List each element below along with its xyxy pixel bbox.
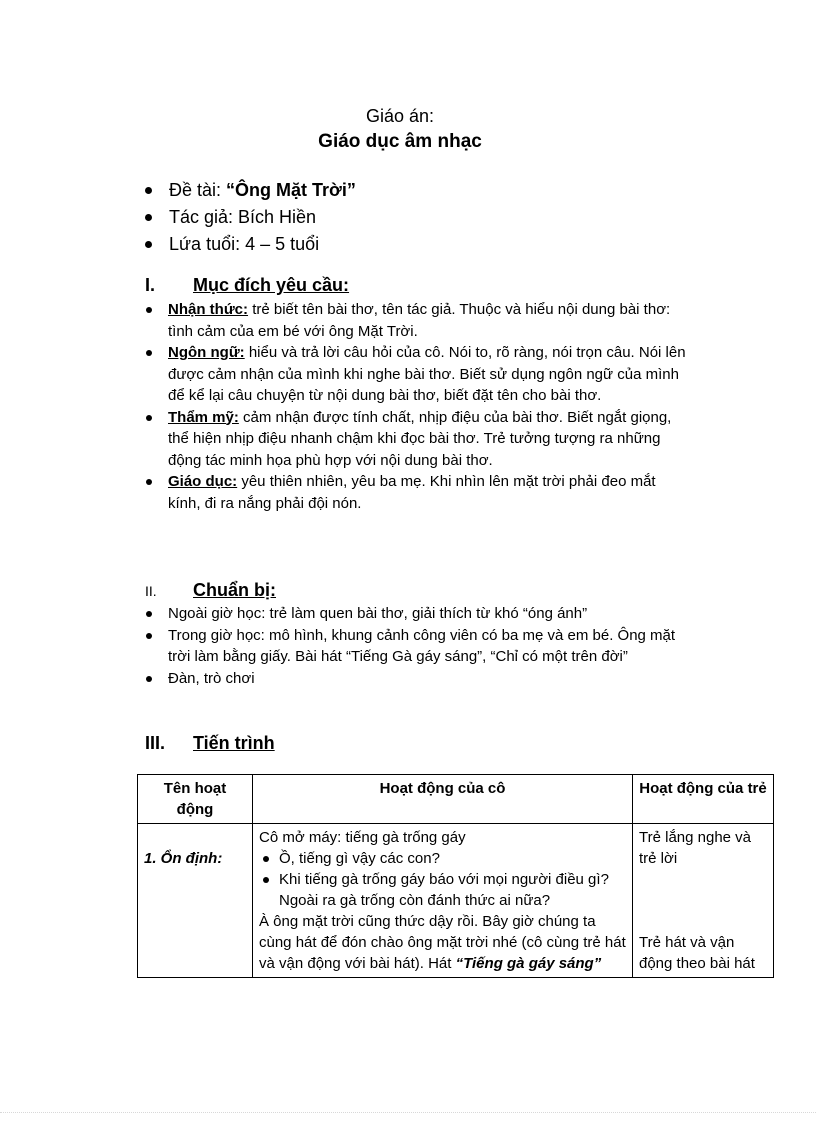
teacher-question: Ồ, tiếng gì vậy các con? <box>259 848 626 869</box>
table-row <box>138 824 774 978</box>
info-age-value: 4 – 5 tuổi <box>245 234 320 254</box>
info-topic-value: “Ông Mặt Trời” <box>226 180 356 200</box>
objective-item <box>145 342 690 407</box>
header-teacher-activity: Hoạt động của cô <box>253 775 633 824</box>
child-activity-2: Trẻ hát và vận động theo bài hát <box>639 934 755 972</box>
objective-text: hiểu và trả lời câu hỏi của cô. Nói to, rõ ràng, nói trọn câu. Nói lên được cảm nhận của mình khi nghe bài thơ. Biết sử dụng ngôn ngữ của mình để kể lại câu chuyện từ nội dung bài thơ, biết đặt tên cho bài thơ. <box>168 344 686 404</box>
section-heading-process <box>145 733 275 754</box>
objective-text: yêu thiên nhiên, yêu ba mẹ. Khi nhìn lên mặt trời phải đeo mắt kính, đi ra nắng phải đội nón. <box>168 473 656 512</box>
section-title: Tiến trình <box>193 733 275 753</box>
preparation-item: Đàn, trò chơi <box>145 668 690 690</box>
teacher-question: Khi tiếng gà trống gáy báo với mọi người điều gì? Ngoài ra gà trống còn đánh thức ai nữa? <box>259 869 626 911</box>
objective-item <box>145 407 690 472</box>
teacher-intro: Cô mở máy: tiếng gà trống gáy <box>259 829 466 846</box>
teacher-activity-cell <box>253 824 633 978</box>
section-number: III. <box>145 733 166 753</box>
objective-label: Thẩm mỹ: <box>168 408 239 426</box>
song-title: “Tiếng gà gáy sáng” <box>455 955 602 972</box>
table-header-row <box>138 775 774 824</box>
teacher-paragraph: À ông mặt trời cũng thức dậy rồi. Bây giờ chúng ta cùng hát để đón chào ông mặt trời nhé (cô cùng trẻ hát và vận động với bài hát). Hát <box>259 913 626 972</box>
page-divider <box>0 1112 816 1113</box>
objectives-list <box>145 299 690 514</box>
objective-text: cảm nhận được tính chất, nhịp điệu của bài thơ. Biết ngắt giọng, thể hiện nhịp điệu nhanh chậm khi đọc bài thơ. Trẻ tưởng tượng ra những động tác minh họa phù hợp với nội dung bài thơ. <box>168 408 672 469</box>
info-author-value: Bích Hiền <box>238 207 317 227</box>
objective-text: trẻ biết tên bài thơ, tên tác giả. Thuộc và hiểu nội dung bài thơ: tình cảm của em bé với ông Mặt Trời. <box>168 301 671 340</box>
doc-title-line2: Giáo dục âm nhạc <box>318 131 482 152</box>
doc-title-line1: Giáo án: <box>365 106 435 126</box>
lesson-plan-table <box>137 774 774 978</box>
objective-item <box>145 471 690 514</box>
info-topic <box>143 178 356 205</box>
preparation-item: Ngoài giờ học: trẻ làm quen bài thơ, giải thích từ khó “óng ánh” <box>145 603 690 625</box>
section-title: Chuẩn bị: <box>193 580 276 600</box>
info-age-label: Lứa tuổi: <box>169 234 246 254</box>
section-number: II. <box>145 583 157 599</box>
teacher-question-list <box>259 848 626 911</box>
child-activity-cell <box>633 824 774 978</box>
section-heading-preparation <box>145 580 276 601</box>
section-heading-objectives <box>145 275 349 296</box>
section-title: Mục đích yêu cầu: <box>193 275 350 295</box>
preparation-item: Trong giờ học: mô hình, khung cảnh công viên có ba mẹ và em bé. Ông mặt trời làm bằng giấy. Bài hát “Tiếng Gà gáy sáng”, “Chỉ có một trên đời” <box>145 625 690 668</box>
objective-label: Ngôn ngữ: <box>168 344 245 361</box>
child-activity-1: Trẻ lắng nghe và trẻ lời <box>639 829 752 867</box>
header-child-activity: Hoạt động của trẻ <box>633 775 774 824</box>
info-author-label: Tác giả: <box>169 207 239 227</box>
preparation-list <box>145 603 690 689</box>
activity-name: 1. Ổn định: <box>144 850 223 867</box>
objective-label: Giáo dục: <box>168 473 238 490</box>
info-topic-label: Đề tài: <box>169 180 227 200</box>
objective-item <box>145 299 690 342</box>
teacher-text <box>259 911 626 974</box>
header-activity-name: Tên hoạt động <box>138 775 253 824</box>
lesson-info-list <box>143 178 356 259</box>
objective-label: Nhận thức: <box>168 301 249 318</box>
section-number: I. <box>145 275 156 295</box>
activity-name-cell <box>138 824 253 978</box>
info-author <box>143 205 356 232</box>
info-age <box>143 232 356 259</box>
